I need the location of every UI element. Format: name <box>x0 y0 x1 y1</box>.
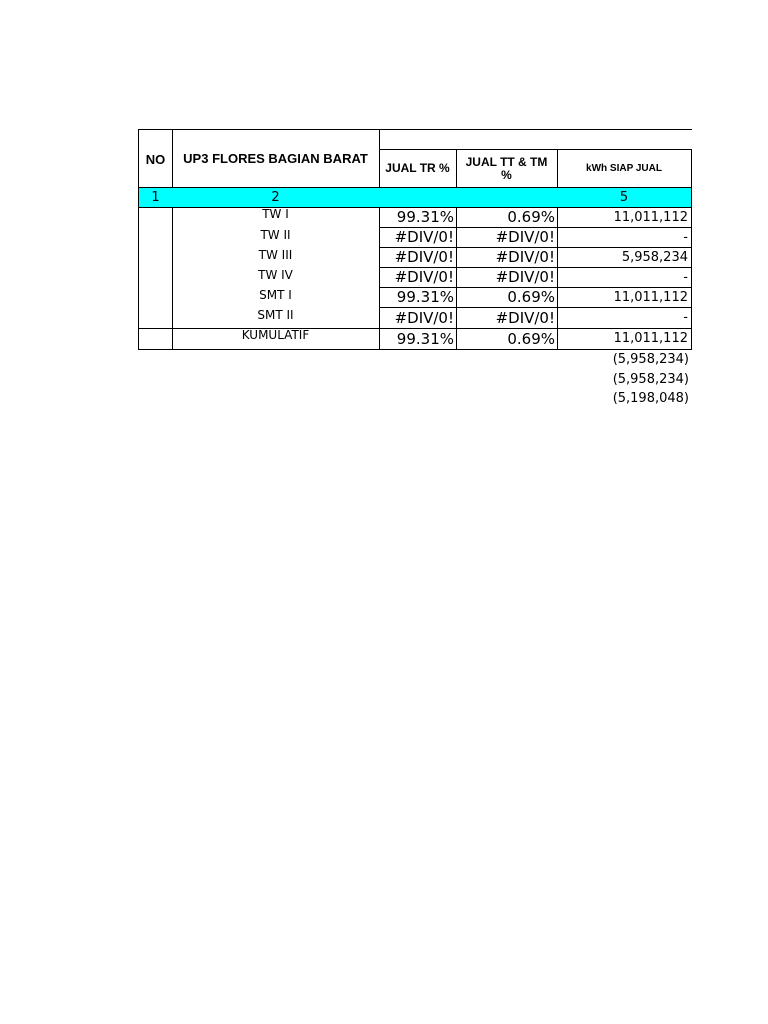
cell-kwh <box>557 247 692 268</box>
header-jual-tr <box>379 149 457 188</box>
index-kwh <box>557 187 692 208</box>
total-jual-tr <box>379 328 457 350</box>
extra-value <box>557 349 692 369</box>
row-label <box>172 268 379 288</box>
header-unit-label: UP3 FLORES BAGIAN BARAT <box>183 151 368 166</box>
cell-value: 0.69% <box>507 288 555 306</box>
header-kwh-label: kWh SIAP JUAL <box>586 163 662 174</box>
index-no-value: 1 <box>151 190 160 205</box>
cell-value: 0.69% <box>507 329 555 348</box>
row-label-text: TW II <box>260 228 291 242</box>
cell-value: #DIV/0! <box>495 268 555 286</box>
extra-value-text: (5,198,048) <box>612 390 689 406</box>
cell-kwh <box>557 207 692 228</box>
cell-jual-tt-tm <box>456 207 558 228</box>
cell-value: - <box>683 310 688 325</box>
cell-jual-tr <box>379 267 457 288</box>
cell-jual-tt-tm <box>456 247 558 268</box>
header-group-top <box>379 129 692 150</box>
cell-value: - <box>683 229 688 245</box>
index-no <box>138 187 173 208</box>
row-label-text: TW III <box>258 248 293 262</box>
row-label <box>172 248 379 268</box>
row-label-text: SMT I <box>259 288 292 302</box>
total-no <box>138 328 173 350</box>
index-jual-tt-tm <box>456 187 558 208</box>
row-label <box>172 308 379 328</box>
extra-value <box>557 388 692 408</box>
extra-value-text: (5,958,234) <box>612 371 689 387</box>
cell-value: 11,011,112 <box>613 209 688 225</box>
extra-value-text: (5,958,234) <box>612 351 689 367</box>
index-unit <box>172 187 380 208</box>
cell-jual-tr <box>379 227 457 248</box>
cell-kwh <box>557 287 692 308</box>
row-label-text: TW I <box>262 207 289 221</box>
header-no <box>138 129 173 188</box>
row-label <box>172 288 379 308</box>
header-no-label: NO <box>145 151 166 167</box>
cell-kwh <box>557 227 692 248</box>
header-jual-tt-tm-label: JUAL TT & TM % <box>465 154 548 182</box>
index-kwh-value: 5 <box>619 190 629 205</box>
header-jual-tr-label: JUAL TR % <box>385 161 450 175</box>
cell-value: 11,011,112 <box>613 331 688 346</box>
cell-value: #DIV/0! <box>394 228 454 246</box>
cell-value: - <box>683 269 688 285</box>
cell-kwh <box>557 267 692 288</box>
index-jual-tr <box>379 187 457 208</box>
total-jual-tt-tm <box>456 328 558 350</box>
cell-jual-tr <box>379 207 457 228</box>
cell-value: 99.31% <box>396 288 454 306</box>
cell-jual-tr <box>379 247 457 268</box>
cell-jual-tt-tm <box>456 287 558 308</box>
extra-value <box>557 369 692 389</box>
header-jual-tt-tm <box>456 149 558 188</box>
total-label <box>172 328 380 350</box>
cell-value: #DIV/0! <box>394 308 454 327</box>
total-label-text: KUMULATIF <box>241 328 310 342</box>
cell-value: #DIV/0! <box>495 228 555 246</box>
cell-value: 99.31% <box>396 329 454 348</box>
cell-value: 0.69% <box>507 208 555 226</box>
header-kwh <box>557 149 692 188</box>
cell-jual-tr <box>379 307 457 329</box>
cell-kwh <box>557 307 692 329</box>
row-label <box>172 207 379 227</box>
cell-jual-tt-tm <box>456 227 558 248</box>
cell-value: #DIV/0! <box>394 248 454 266</box>
cell-value: #DIV/0! <box>495 248 555 266</box>
cell-value: 99.31% <box>396 208 454 226</box>
row-label-text: SMT II <box>257 308 294 322</box>
cell-jual-tt-tm <box>456 307 558 329</box>
cell-value: 5,958,234 <box>621 249 688 265</box>
index-unit-value: 2 <box>271 190 280 205</box>
row-label <box>172 228 379 248</box>
cell-value: #DIV/0! <box>394 268 454 286</box>
header-unit <box>172 129 380 188</box>
cell-jual-tr <box>379 287 457 308</box>
row-label-text: TW IV <box>258 268 293 282</box>
cell-value: 11,011,112 <box>613 289 688 305</box>
cell-jual-tt-tm <box>456 267 558 288</box>
cell-value: #DIV/0! <box>495 308 555 327</box>
body-no-block <box>138 207 173 329</box>
total-kwh <box>557 328 692 350</box>
